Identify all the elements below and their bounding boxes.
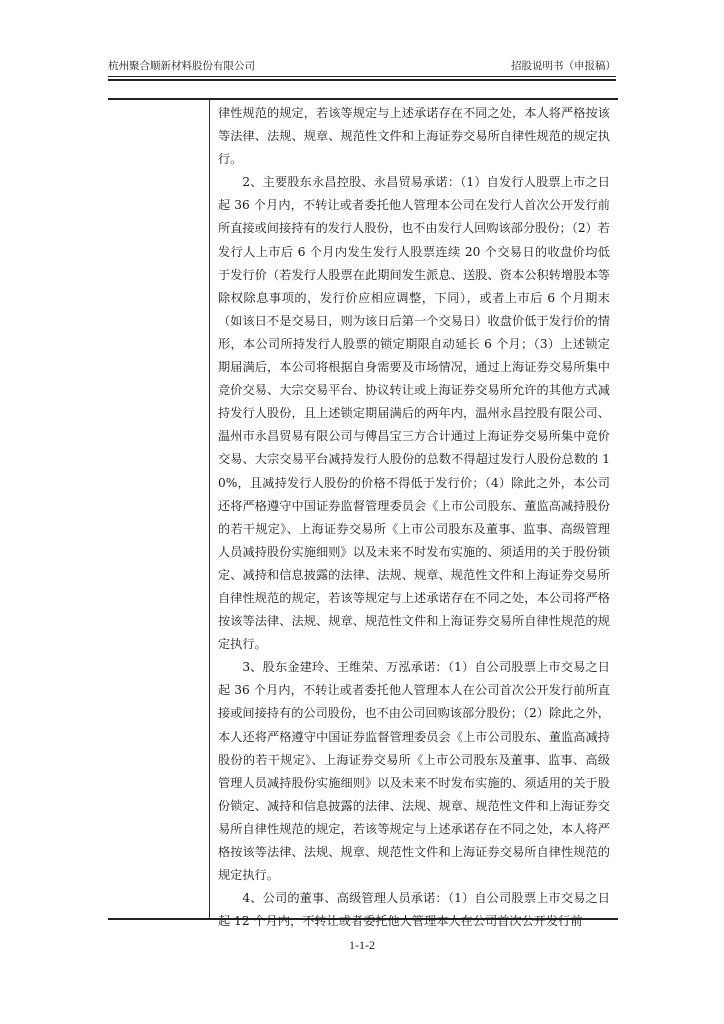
document-title: 招股说明书（申报稿） — [511, 60, 616, 72]
page-number: 1-1-2 — [349, 938, 375, 952]
paragraph-directors: 4、公司的董事、高级管理人员承诺：（1）自公司股票上市交易之日起 12 个月内，不转让或者委托他人管理本人在公司首次公开发行前 — [218, 891, 610, 929]
paragraph-shareholders: 3、股东金建玲、王维荣、万泓承诺：（1）自公司股票上市交易之日起 36 个月内，不转让或者委托他人管理本人在公司首次公开发行前所直接或间接持有的公司股份，也不由公司回购该部分股份；（2）除此之外，本人还将严格遵守中国证券监督管理委员会《上市公司股东、董监高减持股份的若干规定》、上海证券交易所《上市公司股东及董事、监事、高级管理人员减持股份实施细则》以及未来不时发布实施的、须适用的关于股份锁定、减持和信息披露的法律、法规、规章、规范性文件和上海证券交易所自律性规范的规定，若该等规定与上述承诺存在不同之处，本人将严格按该等法律、法规、规章、规范性文件和上海证券交易所自律性规范的规定执行。 — [218, 660, 610, 883]
page-header — [108, 58, 616, 76]
table-content-cell — [218, 102, 610, 933]
paragraph-major-shareholders: 2、主要股东永昌控股、永昌贸易承诺：（1）自发行人股票上市之日起 36 个月内，不转让或者委托他人管理本公司在发行人首次公开发行前所直接或间接持有的发行人股份，也不由发行人回购该部分股份；（2）若发行人上市后 6 个月内发生发行人股票连续 20 个交易日的收盘价均低于发行价（若发行人股票在此期间发生派息、送股、资本公积转增股本等除权除息事项的，发行价应相应调整，下同），或者上市后 6 个月期末（如该日不是交易日，则为该日后第一个交易日）收盘价低于发行价的情形，本公司所持发行人股票的锁定期限自动延长 6 个月；（3）上述锁定期届满后，本公司将根据自身需要及市场情况，通过上海证券交易所集中竞价交易、大宗交易平台、协议转让或上海证券交易所允许的其他方式减持发行人股份，且上述锁定期届满后的两年内，温州永昌控股有限公司、温州市永昌贸易有限公司与傅昌宝三方合计通过上海证券交易所集中竞价交易、大宗交易平台减持发行人股份的总数不得超过发行人股份总数的 10%，且减持发行人股份的价格不得低于发行价；（4）除此之外，本公司还将严格遵守中国证券监督管理委员会《上市公司股东、董监高减持股份的若干规定》、上海证券交易所《上市公司股东及董事、监事、高级管理人员减持股份实施细则》以及未来不时发布实施的、须适用的关于股份锁定、减持和信息披露的法律、法规、规章、规范性文件和上海证券交易所自律性规范的规定，若该等规定与上述承诺存在不同之处，本公司将严格按该等法律、法规、规章、规范性文件和上海证券交易所自律性规范的规定执行。 — [218, 175, 610, 652]
table-column-divider — [209, 100, 210, 918]
commitment-table — [108, 98, 618, 929]
paragraph-continuation: 律性规范的规定，若该等规定与上述承诺存在不同之处，本人将严格按该等法律、法规、规章、规范性文件和上海证券交易所自律性规范的规定执行。 — [218, 106, 610, 167]
header-rule-thick — [108, 79, 616, 81]
company-name: 杭州聚合顺新材料股份有限公司 — [108, 60, 255, 72]
header-rule-thin — [108, 76, 616, 77]
